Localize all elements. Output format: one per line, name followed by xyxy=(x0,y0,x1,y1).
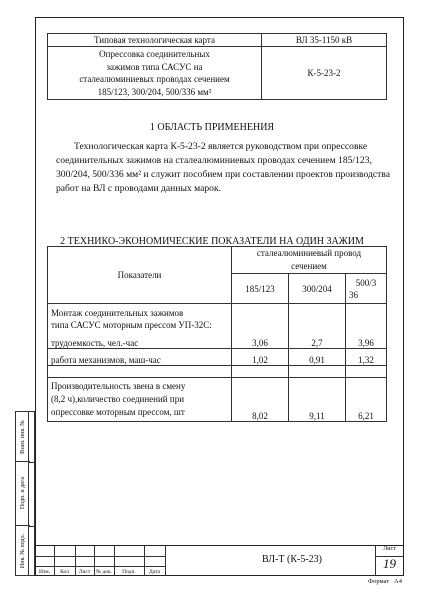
section1-paragraph: Технологическая карта К-5-23-2 является руководством при опрессовке соединительных зажимов на сталеалюминиевых проводах сечением 185/123, 300/204, 500/336 мм² и служит пособием при составлении проектов производства работ на ВЛ с проводами данных марок. xyxy=(56,141,390,194)
sheet-label: Лист xyxy=(383,546,396,552)
sign-date-label: Подп. и дата xyxy=(20,476,26,510)
indicators-header: Показатели xyxy=(48,247,232,304)
sheet-number: 19 xyxy=(383,556,396,571)
document-code: ВЛ-Т (К-5-23) xyxy=(262,554,322,565)
orig-inv-label: Инв. № подл. xyxy=(20,533,26,569)
wire-group-header: сталеалюминиевый провод сечением xyxy=(232,247,387,274)
table-row: работа механизмов, маш-час 1,02 0,91 1,32 xyxy=(48,348,387,365)
col-500-336: 500/3 36 xyxy=(346,274,387,304)
voltage-class: ВЛ 35-1150 кВ xyxy=(262,34,387,47)
table-row: трудоемкость, чел.-час 3,06 2,7 3,96 xyxy=(48,331,387,348)
header-table xyxy=(47,33,387,100)
montage-heading: Монтаж соединительных зажимов типа САСУС моторным прессом УП-32С: xyxy=(48,304,232,332)
col-185-123: 185/123 xyxy=(232,274,289,304)
col-300-204: 300/204 xyxy=(289,274,346,304)
title-block: Изм. Кол Лист № док. Подп. Дата ВЛ-Т (К-5-23) Лист 19 xyxy=(35,545,404,576)
indicators-table xyxy=(47,246,387,422)
replaced-inv-label: Взам. инв. № xyxy=(20,420,26,454)
format-note: Формат А4 xyxy=(368,578,402,585)
section1-title: 1 ОБЛАСТЬ ПРИМЕНЕНИЯ xyxy=(149,122,275,133)
section2-title: 2 ТЕХНИКО-ЭКОНОМИЧЕСКИЕ ПОКАЗАТЕЛИ НА ОДИН ЗАЖИМ xyxy=(60,236,364,247)
productivity-row: Производительность звена в смену (8,2 ч),количество соединений при опрессовке моторным прессом, шт 8,02 9,11 6,21 xyxy=(48,377,387,421)
side-stamp xyxy=(15,411,29,576)
card-description: Опрессовка соединительных зажимов типа САСУС на сталеалюминиевых проводах сечением 185/123, 300/204, 500/336 мм² xyxy=(48,47,262,100)
card-type: Типовая технологическая карта xyxy=(48,34,262,47)
card-code: К-5-23-2 xyxy=(262,47,387,100)
